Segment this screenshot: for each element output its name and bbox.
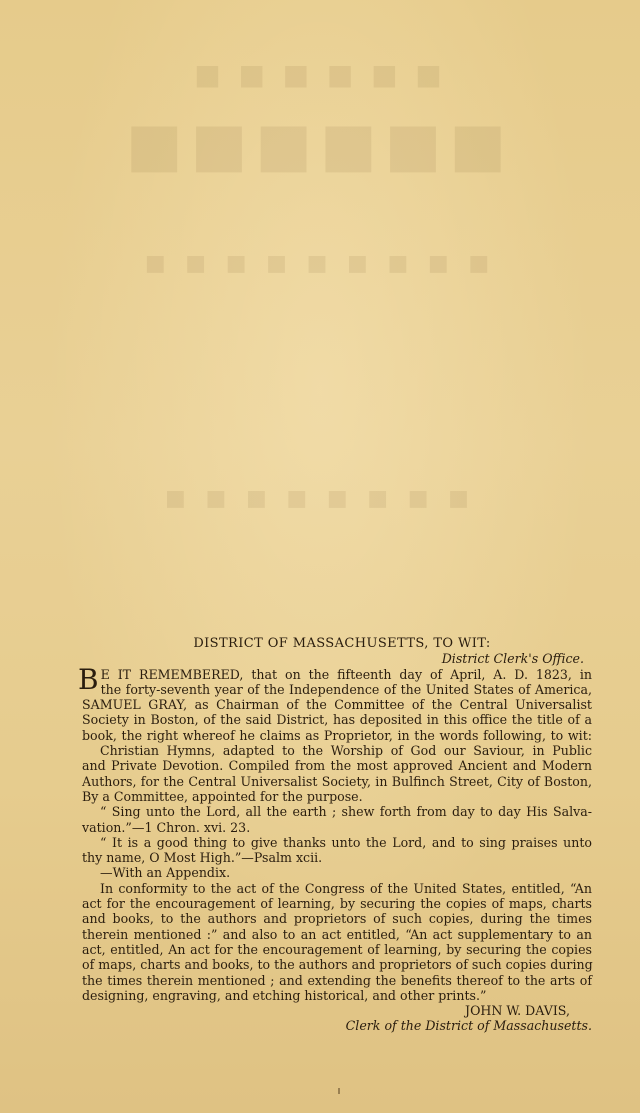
text-line: vation.”—1 Chron. xvi. 23.: [82, 819, 251, 835]
text-line: By a Committee, appointed for the purpose.: [82, 788, 363, 804]
paper-speck: [338, 1088, 340, 1094]
text-line: the times therein mentioned ; and extending the benefits thereof to the arts of: [82, 972, 592, 988]
text-line: In conformity to the act of the Congress of the United States, entitled, “An: [100, 880, 592, 896]
text-line: B E IT REMEMBERED, that on the fifteenth day of April, A. D. 1823, in: [78, 662, 592, 696]
clerk-office-line: District Clerk's Office.: [441, 651, 584, 667]
text-line: designing, engraving, and etching historical, and other prints.”: [82, 987, 487, 1003]
bleed-through-text: ■■■■■■: [125, 110, 515, 180]
bleed-through-text: ■ ■ ■ ■ ■ ■ ■ ■ ■: [144, 250, 496, 276]
text-line: the forty-seventh year of the Independence of the United States of America,: [100, 681, 592, 697]
text-line: SAMUEL GRAY, as Chairman of the Committee of the Central Universalist: [82, 697, 592, 713]
copyright-notice: [78, 636, 593, 1034]
text-line: “ Sing unto the Lord, all the earth ; shew forth from day to day His Salva-: [100, 804, 592, 820]
text-line: “ It is a good thing to give thanks unto the Lord, and to sing praises unto: [100, 834, 592, 850]
quote-chronicles: [82, 804, 592, 835]
text-line: therein mentioned :” and also to an act entitled, “An act supplementary to an: [82, 926, 592, 942]
signature-name: JOHN W. DAVIS,: [465, 1003, 570, 1019]
text-line: and books, to the authors and proprietors of such copies, during the times: [82, 911, 592, 927]
quote-psalm: [82, 835, 592, 866]
text-line: act for the encouragement of learning, by securing the copies of maps, charts: [82, 896, 592, 912]
text-line: act, entitled, An act for the encouragement of learning, by securing the copies: [82, 941, 592, 957]
remembered-paragraph: [78, 662, 592, 743]
bleed-through-text: ■ ■ ■ ■ ■ ■ ■ ■: [165, 485, 475, 511]
text-line: book, the right whereof he claims as Proprietor, in the words following, to wit:: [82, 727, 592, 743]
notice-heading: DISTRICT OF MASSACHUSETTS, TO WIT:: [193, 636, 491, 651]
text-line: Authors, for the Central Universalist Society, in Bulfinch Street, City of Boston,: [82, 773, 592, 789]
drop-cap: B: [78, 662, 99, 696]
text-line: Christian Hymns, adapted to the Worship of God our Saviour, in Public: [100, 743, 592, 759]
book-title: [82, 743, 592, 804]
bleed-through-text: ■ ■ ■ ■ ■ ■: [194, 58, 446, 91]
conformity-paragraph: [82, 881, 592, 1003]
text-line: and Private Devotion. Compiled from the most approved Ancient and Modern: [82, 758, 592, 774]
text-line: thy name, O Most High.”—Psalm xcii.: [82, 850, 323, 866]
appendix-line: —With an Appendix.: [100, 865, 231, 881]
text-line: Society in Boston, of the said District, has deposited in this office the title of a: [82, 712, 592, 728]
text-line: of maps, charts and books, to the authors and proprietors of such copies during: [82, 957, 593, 973]
signature-title: Clerk of the District of Massachusetts.: [345, 1018, 592, 1034]
